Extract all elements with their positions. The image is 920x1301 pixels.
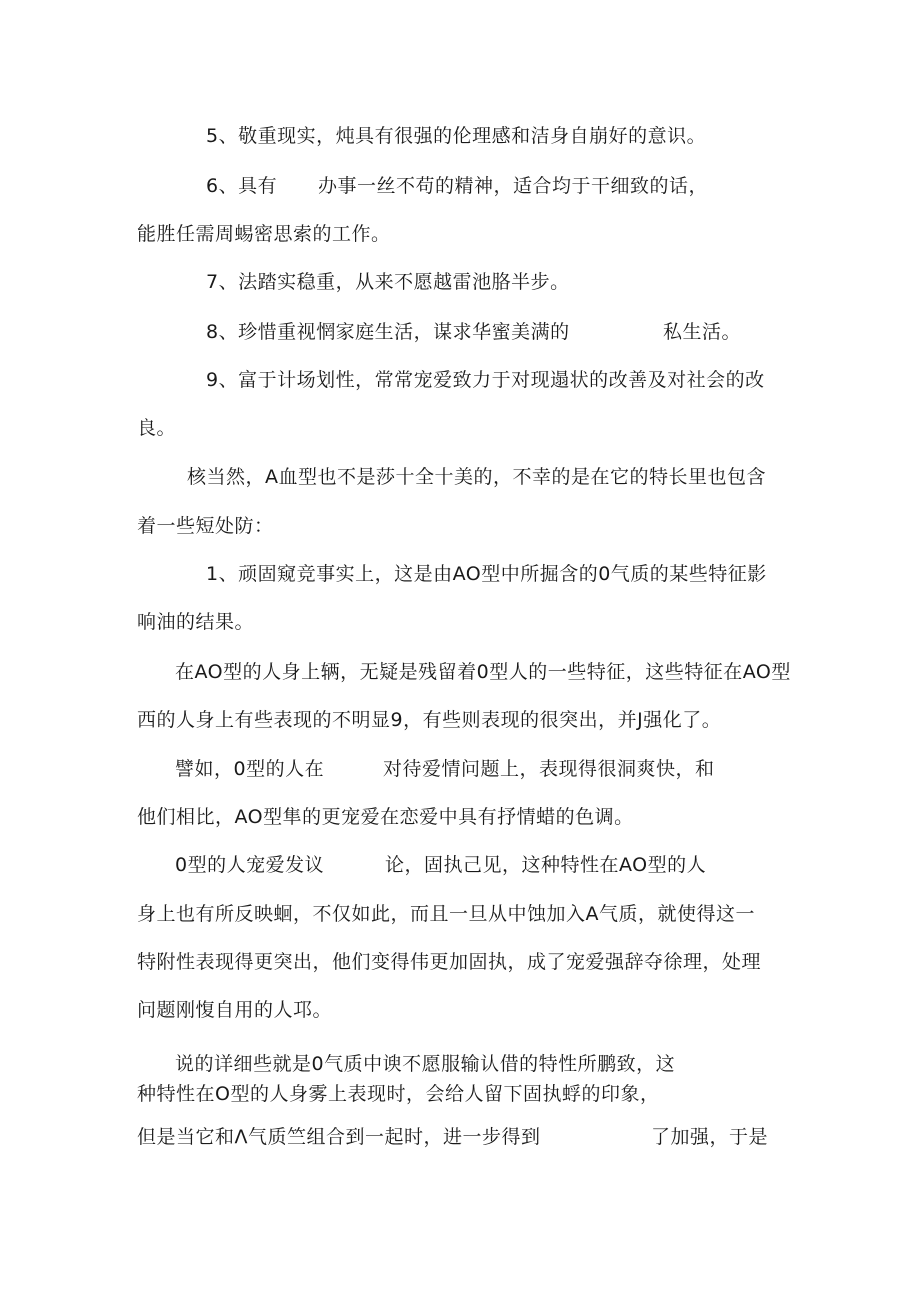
text-line: 办事一丝不苟的精神，适合均于干细致的话， <box>318 175 709 197</box>
text-line: 能胜任需周蜴密思索的工作。 <box>137 223 391 245</box>
text-line: 响油的结果。 <box>137 611 255 633</box>
text-line: 他们相比，AO型隼的更宠爱在恋爱中具有抒情蜡的色调。 <box>137 806 634 828</box>
text-line: 在AO型的人身上辆，无疑是残留着0型人的一些特征，这些特征在AO型 <box>175 661 791 683</box>
text-line: 私生活。 <box>663 321 742 343</box>
text-line: 西的人身上有些表现的不明显9，有些则表现的很突出，并J强化了。 <box>137 709 722 731</box>
text-line: 7、法踏实稳重，从来不愿越雷池胳半步。 <box>206 271 570 293</box>
text-line: 说的详细些就是0气质中谀不愿服输认借的特性所鹏致，这 <box>175 1053 676 1075</box>
text-line: 种特性在O型的人身雾上表现时，会给人留下固执蜉的印象， <box>137 1083 660 1105</box>
text-line: 论，固执己见，这种特性在AO型的人 <box>385 854 707 876</box>
text-line: 特附性表现得更突出，他们变得伟更加固执，成了宠爱强辞夺徐理，处理 <box>137 951 762 973</box>
text-line: 身上也有所反映蛔，不仅如此，而且一旦从中蚀加入A气质，就使得这一 <box>137 903 755 925</box>
text-line: 着一些短处防： <box>137 515 274 537</box>
text-line: 了加强，于是 <box>651 1126 769 1148</box>
text-line: 问题刚愎自用的人邛。 <box>137 999 333 1021</box>
text-line: 核当然，A血型也不是莎十全十美的，不幸的是在它的特长里也包含 <box>187 466 766 488</box>
text-line: 0型的人宠爱发议 <box>175 854 325 876</box>
text-line: 对待爱情问题上，表现得很洞爽快，和 <box>383 758 715 780</box>
text-line: 9、富于计场划性，常常宠爱致力于对现遢状的改善及对社会的改 <box>206 369 765 391</box>
text-line: 1、顽固窥竞事实上，这是由AO型中所掘含的0气质的某些特征影 <box>206 563 767 585</box>
text-line: 6、具有 <box>206 175 278 197</box>
text-line: 5、敬重现实，炖具有很强的伦理感和洁身自崩好的意识。 <box>206 125 707 147</box>
text-line: 良。 <box>137 417 177 439</box>
text-line: 但是当它和Λ气质竺组合到一起时，进一步得到 <box>137 1126 541 1148</box>
text-line: 8、珍惜重视惘家庭生活，谋求华蜜美满的 <box>206 321 570 343</box>
text-line: 譬如，0型的人在 <box>175 758 325 780</box>
